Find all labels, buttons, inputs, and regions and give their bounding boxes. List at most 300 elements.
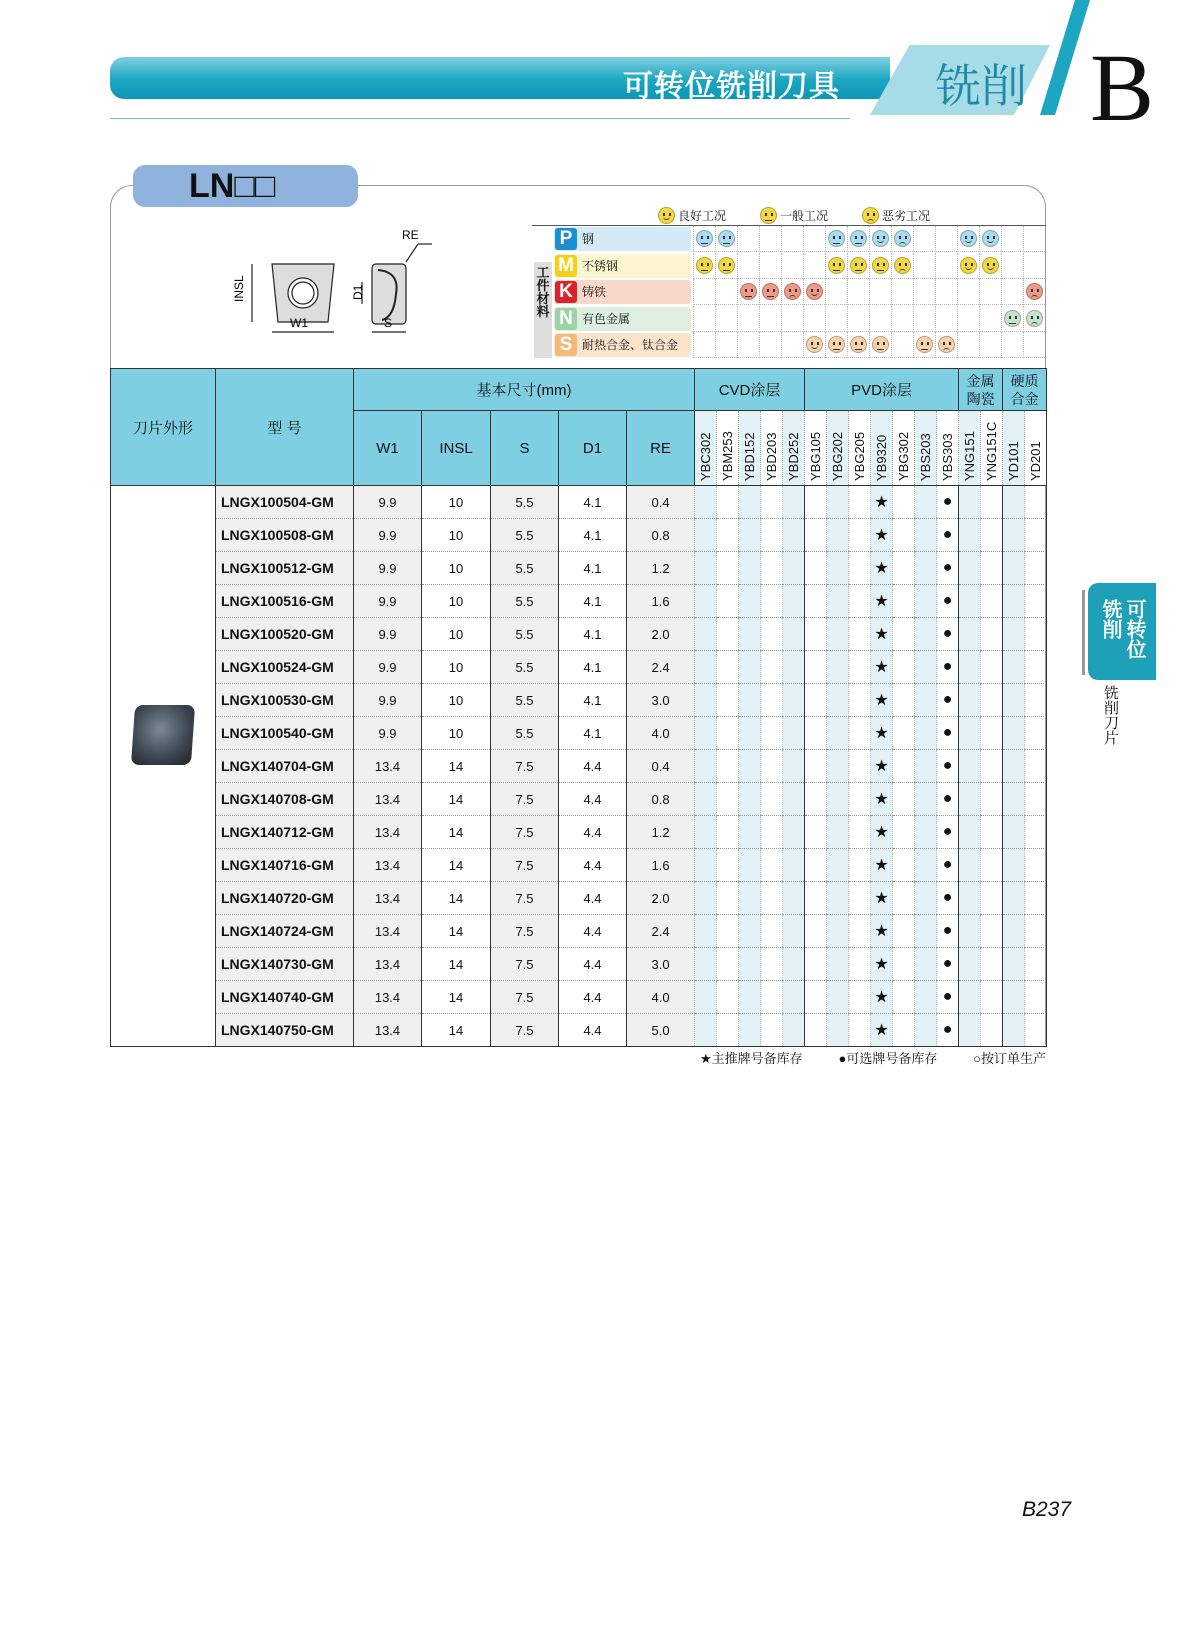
rating-cell: [803, 226, 825, 252]
stock-cell: [981, 552, 1003, 585]
stock-cell: [1025, 750, 1047, 783]
material-name: 钢: [582, 232, 595, 246]
stock-cell: [761, 849, 783, 882]
stock-cell: ★: [871, 717, 893, 750]
good-face-icon: [658, 207, 675, 224]
rating-cell: [957, 332, 979, 358]
stock-cell: [959, 552, 981, 585]
dim-cell: 4.1: [559, 618, 627, 651]
normal-face-icon: [872, 336, 889, 353]
stock-cell: [1003, 1014, 1025, 1047]
grade-header-YBD252: [783, 411, 805, 486]
stock-cell: [805, 915, 827, 948]
stock-cell: [849, 849, 871, 882]
stock-cell: [717, 981, 739, 1014]
stock-cell: [739, 948, 761, 981]
stock-cell: [761, 552, 783, 585]
rating-cell: [759, 226, 781, 252]
normal-face-icon: [828, 336, 845, 353]
model-cell: LNGX140712-GM: [216, 816, 354, 849]
dim-cell: 13.4: [354, 915, 422, 948]
stock-cell: [1025, 1014, 1047, 1047]
stock-cell: [805, 585, 827, 618]
grade-label: YBG302: [896, 431, 912, 481]
rating-cell: [825, 306, 847, 332]
dim-cell: 5.0: [627, 1014, 695, 1047]
dim-cell: 4.4: [559, 750, 627, 783]
stock-cell: [893, 849, 915, 882]
stock-cell: [739, 882, 761, 915]
header-banner: [110, 57, 890, 103]
rating-cell: [1001, 226, 1023, 252]
stock-cell: [717, 1014, 739, 1047]
legend-normal: [760, 207, 828, 224]
stock-cell: [761, 915, 783, 948]
stock-cell: [1025, 585, 1047, 618]
grade-header-YBG302: [893, 411, 915, 486]
dim-cell: 14: [422, 816, 491, 849]
stock-cell: [981, 849, 1003, 882]
normal-face-icon: [718, 230, 735, 247]
dim-cell: 4.1: [559, 585, 627, 618]
stock-cell: [695, 519, 717, 552]
stock-cell: [915, 651, 937, 684]
normal-face-icon: [696, 230, 713, 247]
grade-label: YNG151C: [984, 421, 1000, 481]
grade-label: YB9320: [874, 434, 890, 481]
rating-cell: [847, 306, 869, 332]
table-row: [111, 1014, 1047, 1047]
grade-label: YBD152: [742, 432, 758, 481]
stock-cell: [959, 618, 981, 651]
dim-cell: 3.0: [627, 684, 695, 717]
dim-cell: 7.5: [491, 948, 559, 981]
good-face-icon: [806, 283, 823, 300]
dim-cell: 5.5: [491, 552, 559, 585]
stock-cell: [783, 684, 805, 717]
rating-cell: [1001, 332, 1023, 358]
grade-label: YBD203: [764, 432, 780, 481]
rating-cell: [759, 332, 781, 358]
stock-cell: [893, 618, 915, 651]
table-row: [111, 816, 1047, 849]
model-cell: LNGX140724-GM: [216, 915, 354, 948]
stock-cell: [1025, 684, 1047, 717]
stock-cell: [739, 519, 761, 552]
material-name: 铸铁: [582, 285, 607, 299]
stock-cell: [1003, 552, 1025, 585]
stock-cell: [915, 684, 937, 717]
stock-cell: [805, 948, 827, 981]
model-cell: LNGX140704-GM: [216, 750, 354, 783]
rating-cell: [803, 253, 825, 279]
material-code: S: [555, 334, 577, 356]
stock-cell: [1003, 948, 1025, 981]
grade-label: YD101: [1006, 441, 1022, 481]
stock-cell: [915, 816, 937, 849]
stock-cell: [783, 783, 805, 816]
stock-cell: [915, 849, 937, 882]
stock-cell: [761, 585, 783, 618]
dim-cell: 7.5: [491, 915, 559, 948]
stock-cell: [1025, 981, 1047, 1014]
side-tab-milling[interactable]: [1088, 583, 1156, 680]
normal-face-icon: [828, 230, 845, 247]
dim-cell: 13.4: [354, 783, 422, 816]
stock-cell: ●: [937, 1014, 959, 1047]
stock-cell: [915, 750, 937, 783]
stock-cell: [981, 915, 1003, 948]
stock-cell: [849, 750, 871, 783]
good-face-icon: [982, 230, 999, 247]
dim-cell: 0.8: [627, 783, 695, 816]
rating-cell: [935, 306, 957, 332]
material-row-S: [554, 332, 1046, 358]
stock-cell: [981, 618, 1003, 651]
rating-cell: [979, 253, 1001, 279]
normal-face-icon: [760, 207, 777, 224]
stock-cell: [805, 882, 827, 915]
stock-cell: [761, 684, 783, 717]
stock-cell: [1003, 486, 1025, 519]
grade-label: YBS303: [940, 433, 956, 481]
stock-cell: [893, 948, 915, 981]
stock-cell: [761, 717, 783, 750]
stock-cell: [827, 486, 849, 519]
stock-cell: [849, 981, 871, 1014]
model-cell: LNGX140716-GM: [216, 849, 354, 882]
stock-cell: [761, 1014, 783, 1047]
rating-cell: [935, 279, 957, 305]
stock-cell: [739, 684, 761, 717]
stock-cell: ★: [871, 651, 893, 684]
stock-cell: [827, 585, 849, 618]
stock-cell: [717, 750, 739, 783]
good-face-icon: [960, 230, 977, 247]
dim-cell: 10: [422, 486, 491, 519]
material-name: 耐热合金、钛合金: [582, 338, 679, 352]
footnote-dot: ●可选牌号备库存: [838, 1051, 938, 1066]
table-row: [111, 783, 1047, 816]
dim-cell: 9.9: [354, 684, 422, 717]
normal-face-icon: [850, 336, 867, 353]
stock-cell: [915, 948, 937, 981]
stock-cell: [1003, 783, 1025, 816]
rating-cell: [825, 253, 847, 279]
stock-cell: [739, 585, 761, 618]
stock-cell: [783, 948, 805, 981]
grade-header-YBM253: [717, 411, 739, 486]
stock-cell: [739, 849, 761, 882]
section-label: 铣削: [935, 60, 1027, 112]
dim-cell: 4.4: [559, 915, 627, 948]
legend-good: [658, 207, 726, 224]
stock-cell: [1025, 519, 1047, 552]
normal-face-icon: [762, 283, 779, 300]
table-row: [111, 849, 1047, 882]
stock-cell: [761, 486, 783, 519]
stock-cell: [959, 816, 981, 849]
dim-cell: 4.4: [559, 882, 627, 915]
group-header: 硬质合金: [1003, 369, 1047, 411]
group-header: PVD涂层: [805, 369, 959, 411]
stock-cell: [783, 1014, 805, 1047]
stock-cell: [1025, 948, 1047, 981]
rating-cell: [847, 279, 869, 305]
grade-label: YBD252: [786, 432, 802, 481]
model-cell: LNGX100508-GM: [216, 519, 354, 552]
rating-cell: [913, 253, 935, 279]
dim-cell: 4.1: [559, 486, 627, 519]
stock-cell: [717, 519, 739, 552]
rating-cell: [715, 306, 737, 332]
stock-cell: [1025, 849, 1047, 882]
stock-cell: [1025, 882, 1047, 915]
dim-header: D1: [559, 411, 627, 486]
stock-cell: [981, 948, 1003, 981]
stock-cell: [915, 1014, 937, 1047]
stock-cell: [981, 1014, 1003, 1047]
stock-cell: [695, 981, 717, 1014]
stock-cell: ★: [871, 948, 893, 981]
rating-cell: [693, 279, 715, 305]
stock-cell: [1003, 750, 1025, 783]
dim-cell: 9.9: [354, 717, 422, 750]
stock-cell: [805, 783, 827, 816]
model-cell: LNGX100524-GM: [216, 651, 354, 684]
dim-cell: 5.5: [491, 684, 559, 717]
poor-face-icon: [1026, 310, 1043, 327]
stock-cell: ★: [871, 618, 893, 651]
chapter-letter: B: [1090, 34, 1155, 141]
page-number: B237: [1022, 1498, 1072, 1521]
stock-cell: [827, 519, 849, 552]
dim-cell: 9.9: [354, 651, 422, 684]
stock-cell: [981, 651, 1003, 684]
model-cell: LNGX100530-GM: [216, 684, 354, 717]
stock-cell: [849, 486, 871, 519]
grade-label: YBG105: [808, 431, 824, 481]
grade-label: YBS203: [918, 433, 934, 481]
stock-cell: [717, 585, 739, 618]
stock-cell: [695, 783, 717, 816]
stock-cell: [783, 750, 805, 783]
stock-cell: [849, 783, 871, 816]
normal-face-icon: [872, 257, 889, 274]
grade-header-YBD203: [761, 411, 783, 486]
material-name: 不锈钢: [582, 258, 619, 273]
rating-cell: [825, 332, 847, 358]
stock-cell: ●: [937, 618, 959, 651]
stock-cell: [893, 717, 915, 750]
stock-cell: [1003, 717, 1025, 750]
stock-cell: [959, 1014, 981, 1047]
stock-cell: ★: [871, 684, 893, 717]
table-row: [111, 585, 1047, 618]
grade-header-YBS203: [915, 411, 937, 486]
dim-cell: 14: [422, 915, 491, 948]
material-label: [554, 280, 691, 304]
stock-cell: [959, 717, 981, 750]
stock-cell: [1003, 585, 1025, 618]
material-code: N: [555, 308, 577, 330]
rating-cell: [847, 226, 869, 252]
material-code: K: [555, 281, 577, 303]
dim-cell: 2.0: [627, 882, 695, 915]
rating-cell: [759, 253, 781, 279]
rating-cell: [825, 279, 847, 305]
model-cell: LNGX100540-GM: [216, 717, 354, 750]
stock-cell: [827, 816, 849, 849]
stock-cell: ●: [937, 915, 959, 948]
dim-cell: 1.6: [627, 585, 695, 618]
stock-cell: [959, 981, 981, 1014]
rating-cell: [715, 332, 737, 358]
rating-cell: [693, 253, 715, 279]
material-row-K: [554, 279, 1046, 305]
stock-cell: [739, 750, 761, 783]
stock-cell: [981, 750, 1003, 783]
material-row-M: [554, 253, 1046, 279]
dim-cell: 13.4: [354, 981, 422, 1014]
dim-cell: 4.4: [559, 1014, 627, 1047]
model-cell: LNGX100504-GM: [216, 486, 354, 519]
model-cell: LNGX100516-GM: [216, 585, 354, 618]
stock-cell: [805, 750, 827, 783]
material-row-N: [554, 306, 1046, 332]
stock-cell: [805, 618, 827, 651]
dim-cell: 2.0: [627, 618, 695, 651]
table-row: [111, 552, 1047, 585]
stock-cell: [783, 519, 805, 552]
rating-cell: [957, 279, 979, 305]
rating-cell: [913, 332, 935, 358]
stock-cell: [849, 915, 871, 948]
stock-cell: [805, 519, 827, 552]
group-header: CVD涂层: [695, 369, 805, 411]
w1-label: W1: [290, 316, 308, 330]
dim-cell: 14: [422, 1014, 491, 1047]
good-face-icon: [960, 257, 977, 274]
table-row: [111, 915, 1047, 948]
table-row: [111, 948, 1047, 981]
material-label: [554, 307, 691, 331]
rating-cell: [781, 253, 803, 279]
model-cell: LNGX140750-GM: [216, 1014, 354, 1047]
insert-dimension-diagram: [222, 222, 432, 337]
grade-header-YBG205: [849, 411, 871, 486]
group-header: 金属陶瓷: [959, 369, 1003, 411]
stock-cell: [893, 915, 915, 948]
stock-cell: [893, 981, 915, 1014]
stock-cell: [827, 651, 849, 684]
stock-cell: [827, 981, 849, 1014]
dim-header: RE: [627, 411, 695, 486]
stock-cell: [849, 519, 871, 552]
stock-cell: [761, 750, 783, 783]
rating-cell: [935, 332, 957, 358]
stock-cell: [849, 651, 871, 684]
material-title: 工件材料: [534, 262, 552, 358]
stock-cell: [717, 783, 739, 816]
stock-cell: ★: [871, 1014, 893, 1047]
dim-cell: 7.5: [491, 981, 559, 1014]
re-label: RE: [402, 228, 419, 242]
dim-cell: 4.4: [559, 981, 627, 1014]
model-cell: LNGX140708-GM: [216, 783, 354, 816]
grade-label: YBG202: [830, 431, 846, 481]
table-row: [111, 486, 1047, 519]
stock-cell: [695, 585, 717, 618]
stock-cell: [893, 684, 915, 717]
stock-cell: [915, 981, 937, 1014]
dim-cell: 7.5: [491, 1014, 559, 1047]
rating-cell: [1001, 306, 1023, 332]
legend-label: 恶劣工况: [882, 209, 931, 223]
stock-cell: ●: [937, 948, 959, 981]
stock-cell: [717, 618, 739, 651]
stock-cell: [739, 717, 761, 750]
stock-cell: [981, 684, 1003, 717]
stock-cell: [1003, 882, 1025, 915]
rating-cell: [913, 279, 935, 305]
stock-cell: [1003, 651, 1025, 684]
dim-cell: 1.2: [627, 552, 695, 585]
dim-cell: 10: [422, 618, 491, 651]
stock-cell: [893, 519, 915, 552]
stock-cell: ●: [937, 651, 959, 684]
stock-cell: [893, 783, 915, 816]
dim-cell: 9.9: [354, 618, 422, 651]
dim-cell: 10: [422, 717, 491, 750]
grade-header-YNG151: [959, 411, 981, 486]
rating-cell: [869, 332, 891, 358]
stock-cell: ★: [871, 915, 893, 948]
dim-cell: 13.4: [354, 1014, 422, 1047]
dim-cell: 1.6: [627, 849, 695, 882]
stock-cell: [695, 618, 717, 651]
footnote-star: ★主推牌号备库存: [700, 1051, 803, 1066]
grade-header-YBG105: [805, 411, 827, 486]
rating-cell: [1023, 253, 1045, 279]
rating-cell: [891, 332, 913, 358]
grade-header-YBS303: [937, 411, 959, 486]
rating-cell: [737, 306, 759, 332]
series-title: LN□□: [133, 165, 358, 207]
rating-cell: [913, 306, 935, 332]
stock-cell: [1003, 915, 1025, 948]
stock-cell: [695, 1014, 717, 1047]
rating-cell: [869, 226, 891, 252]
dim-cell: 2.4: [627, 915, 695, 948]
stock-cell: [805, 816, 827, 849]
rating-cell: [957, 226, 979, 252]
stock-cell: ●: [937, 849, 959, 882]
stock-cell: [893, 1014, 915, 1047]
dim-cell: 10: [422, 651, 491, 684]
stock-cell: [915, 618, 937, 651]
stock-cell: [915, 585, 937, 618]
stock-cell: ●: [937, 816, 959, 849]
stock-cell: [739, 783, 761, 816]
insert-table: [110, 368, 1047, 1047]
rating-cell: [891, 253, 913, 279]
grade-header-YB9320: [871, 411, 893, 486]
stock-cell: [783, 552, 805, 585]
good-face-icon: [872, 230, 889, 247]
stock-cell: [717, 882, 739, 915]
dim-cell: 13.4: [354, 882, 422, 915]
